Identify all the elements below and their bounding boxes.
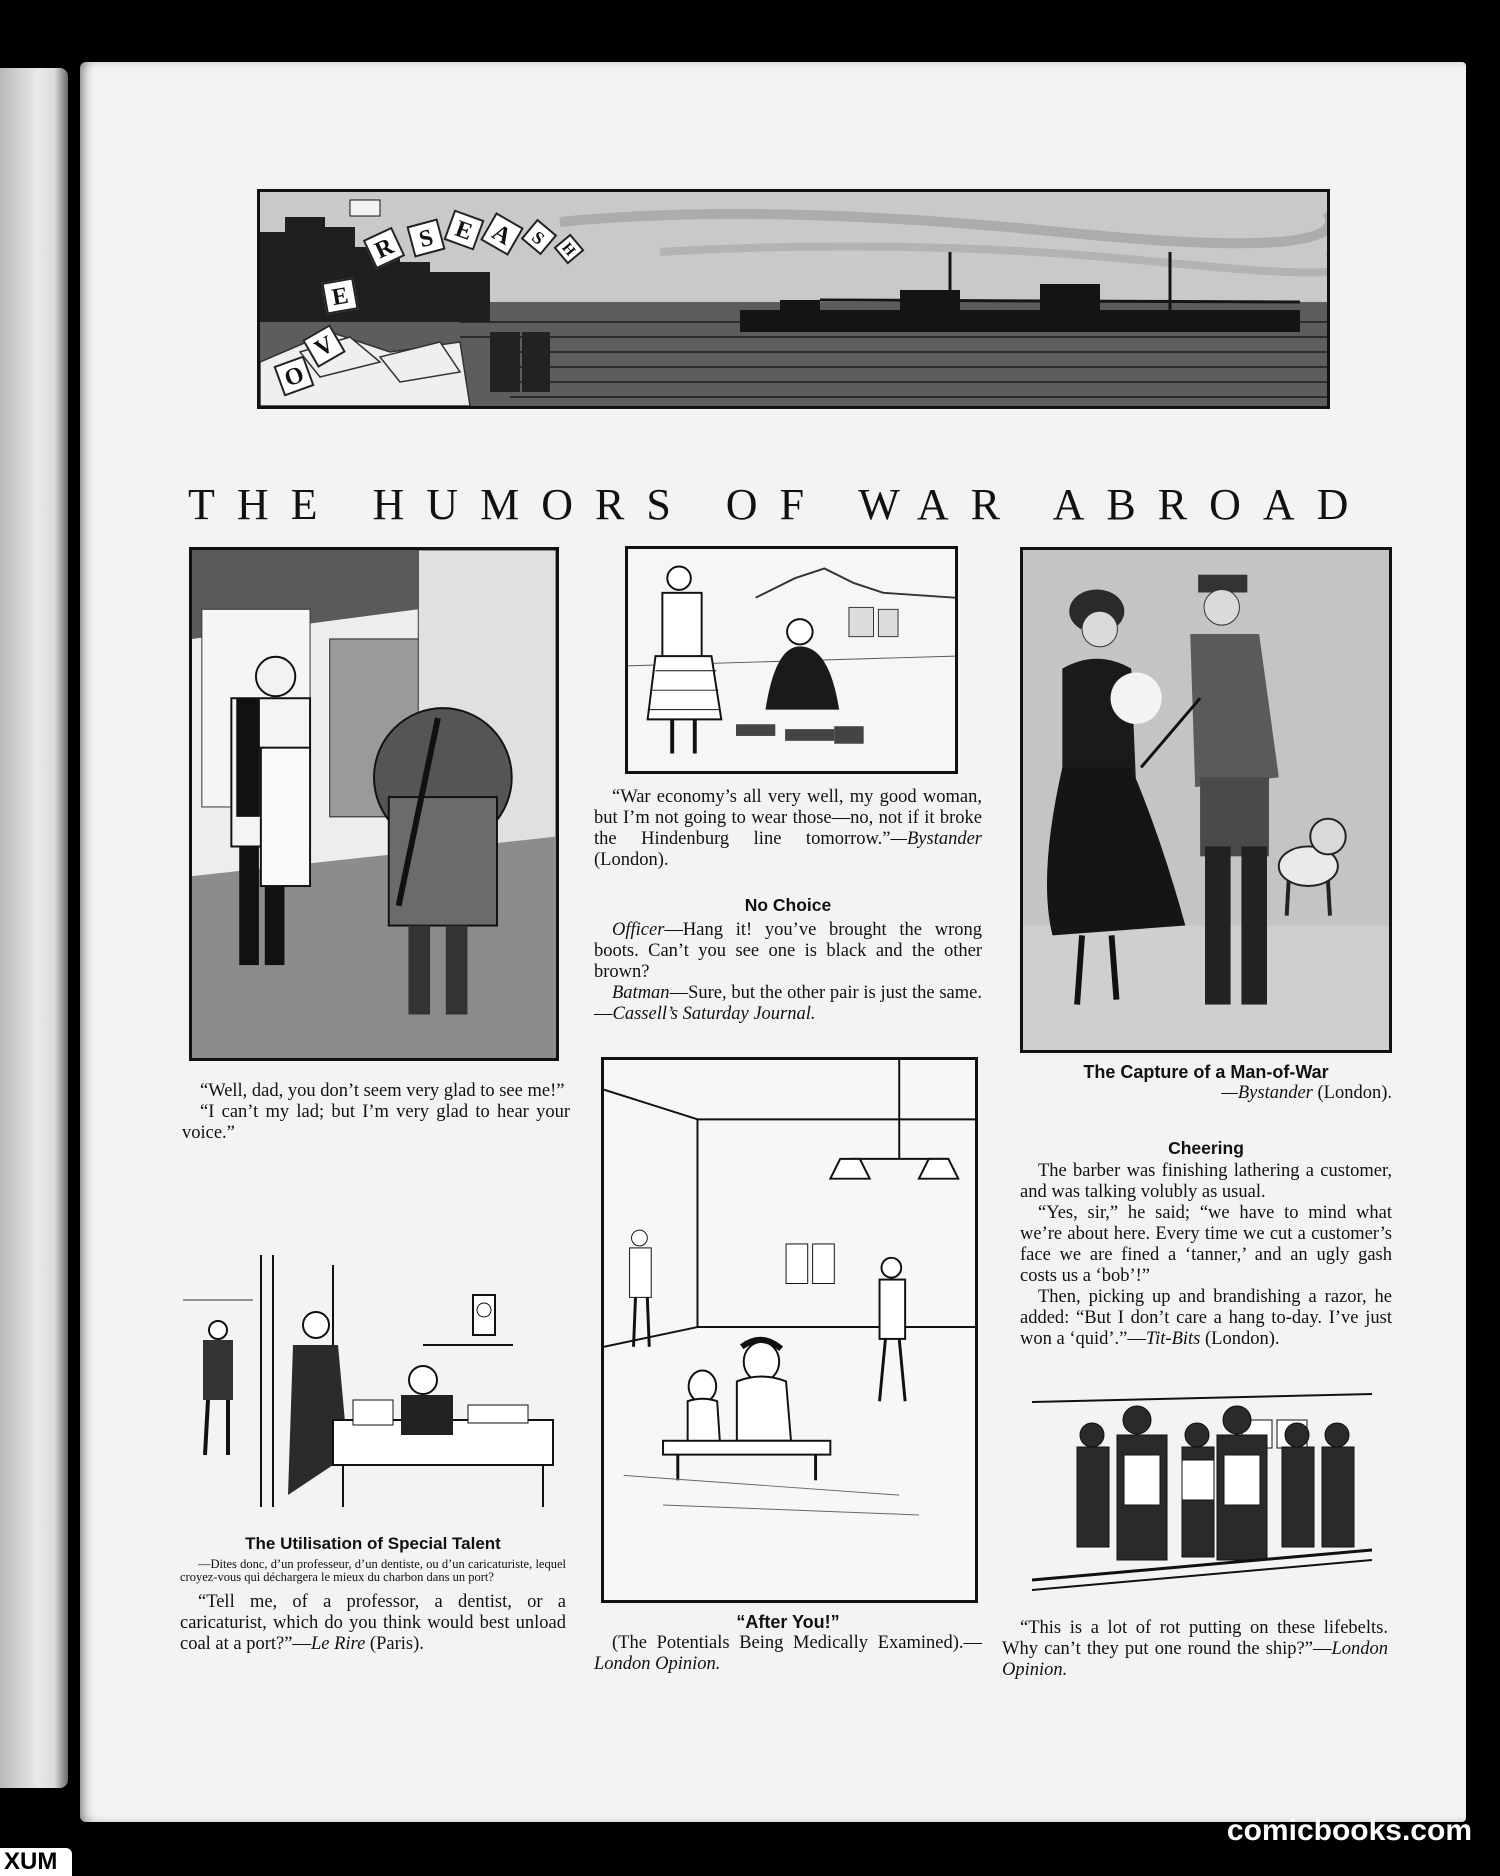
banner-letter: O xyxy=(273,355,314,396)
banner-letter: V xyxy=(302,324,346,368)
cartoon-man-of-war-illustration xyxy=(1020,547,1392,1053)
caption-line: “I can’t my lad; but I’m very glad to hear your voice.” xyxy=(182,1102,570,1143)
special-talent-article xyxy=(180,1533,566,1655)
article-source: Le Rire xyxy=(310,1634,366,1654)
page-title: THE HUMORS OF WAR ABROAD xyxy=(188,480,1371,530)
speaker-label: Batman xyxy=(612,983,670,1003)
article-paragraph: Then, picking up and brandishing a razor, he added: “But I don’t care a hang to-day. I’ve just won a ‘quid’.”— xyxy=(1020,1287,1392,1349)
cheering-article xyxy=(1020,1138,1392,1350)
article-source-place: (London). xyxy=(1205,1329,1280,1349)
cartoon-special-talent-illustration xyxy=(183,1255,563,1507)
caption-text: “War economy’s all very well, my good woman, but I’m not going to wear those—no, not if it broke the Hindenburg line tomorrow.” xyxy=(594,787,982,849)
caption-text: “This is a lot of rot putting on these lifebelts. Why can’t they put one round the ship?”— xyxy=(1002,1618,1388,1659)
banner-letter: R xyxy=(363,227,406,270)
banner-letter: A xyxy=(480,212,524,256)
lifebelts-caption xyxy=(1002,1618,1388,1681)
banner-letter: S xyxy=(406,218,445,257)
english-caption: “Tell me, of a professor, a dentist, or a caricaturist, which do you think would best unload coal at a port?”— xyxy=(180,1592,566,1654)
no-choice-article xyxy=(594,895,982,1025)
article-heading: No Choice xyxy=(744,895,832,915)
caption-source-place: (London). xyxy=(594,850,669,870)
caption-text: (The Potentials Being Medically Examined).— xyxy=(612,1633,982,1653)
cartoon-after-you-illustration xyxy=(601,1057,978,1603)
caption-title: “After You!” xyxy=(736,1612,840,1632)
cartoon-war-economy-caption xyxy=(594,787,982,871)
banner-letter: E xyxy=(443,209,484,250)
caption-source: —Bystander xyxy=(1221,1083,1313,1103)
watermark: comicbooks.com xyxy=(1226,1814,1472,1847)
caption-line: “Well, dad, you don’t seem very glad to see me!” xyxy=(200,1081,565,1101)
facing-page-edge xyxy=(0,68,68,1788)
article-paragraph: The barber was finishing lathering a customer, and was talking volubly as usual. xyxy=(1020,1161,1392,1202)
caption-title: The Capture of a Man-of-War xyxy=(1083,1062,1329,1082)
caption-source: London Opinion. xyxy=(594,1654,721,1674)
banner-letter: S xyxy=(521,219,558,256)
after-you-caption xyxy=(594,1612,982,1675)
cartoon-dad-caption xyxy=(182,1081,570,1144)
banner-letter: E xyxy=(321,277,358,314)
article-heading: The Utilisation of Special Talent xyxy=(245,1534,501,1553)
cartoon-dad-illustration xyxy=(189,547,559,1061)
banner-lettering xyxy=(258,180,579,393)
caption-source: —Bystander xyxy=(890,829,982,849)
dialogue-line: —Sure, but the other pair is just the same.— xyxy=(594,983,982,1024)
caption-source-place: (London). xyxy=(1317,1083,1392,1103)
article-heading: Cheering xyxy=(1168,1138,1244,1158)
cartoon-lifebelts-illustration xyxy=(1032,1390,1372,1605)
cartoon-war-economy-illustration xyxy=(625,546,958,774)
article-paragraph: “Yes, sir,” he said; “we have to mind what we’re about here. Every time we cut a customer’s face we are fined a ‘tanner,’ and an ugly gash costs us a ‘bob’!” xyxy=(1020,1203,1392,1286)
article-source: Tit-Bits xyxy=(1145,1329,1201,1349)
speaker-label: Officer xyxy=(612,920,665,940)
banner-letter: H xyxy=(554,234,585,265)
dialogue-line: —Hang it! you’ve brought the wrong boots. Can’t you see one is black and the other brown? xyxy=(594,920,982,982)
article-source-place: (Paris). xyxy=(369,1634,424,1654)
caption-source: London Opinion. xyxy=(1002,1639,1388,1680)
man-of-war-caption xyxy=(1020,1062,1392,1104)
article-source: Cassell’s Saturday Journal. xyxy=(612,1004,816,1024)
french-caption: —Dites donc, d’un professeur, d’un dentiste, ou d’un caricaturiste, lequel croyez-vous qui déchargera le mieux du charbon dans un port? xyxy=(180,1557,566,1584)
scan-label: XUM xyxy=(0,1848,72,1876)
